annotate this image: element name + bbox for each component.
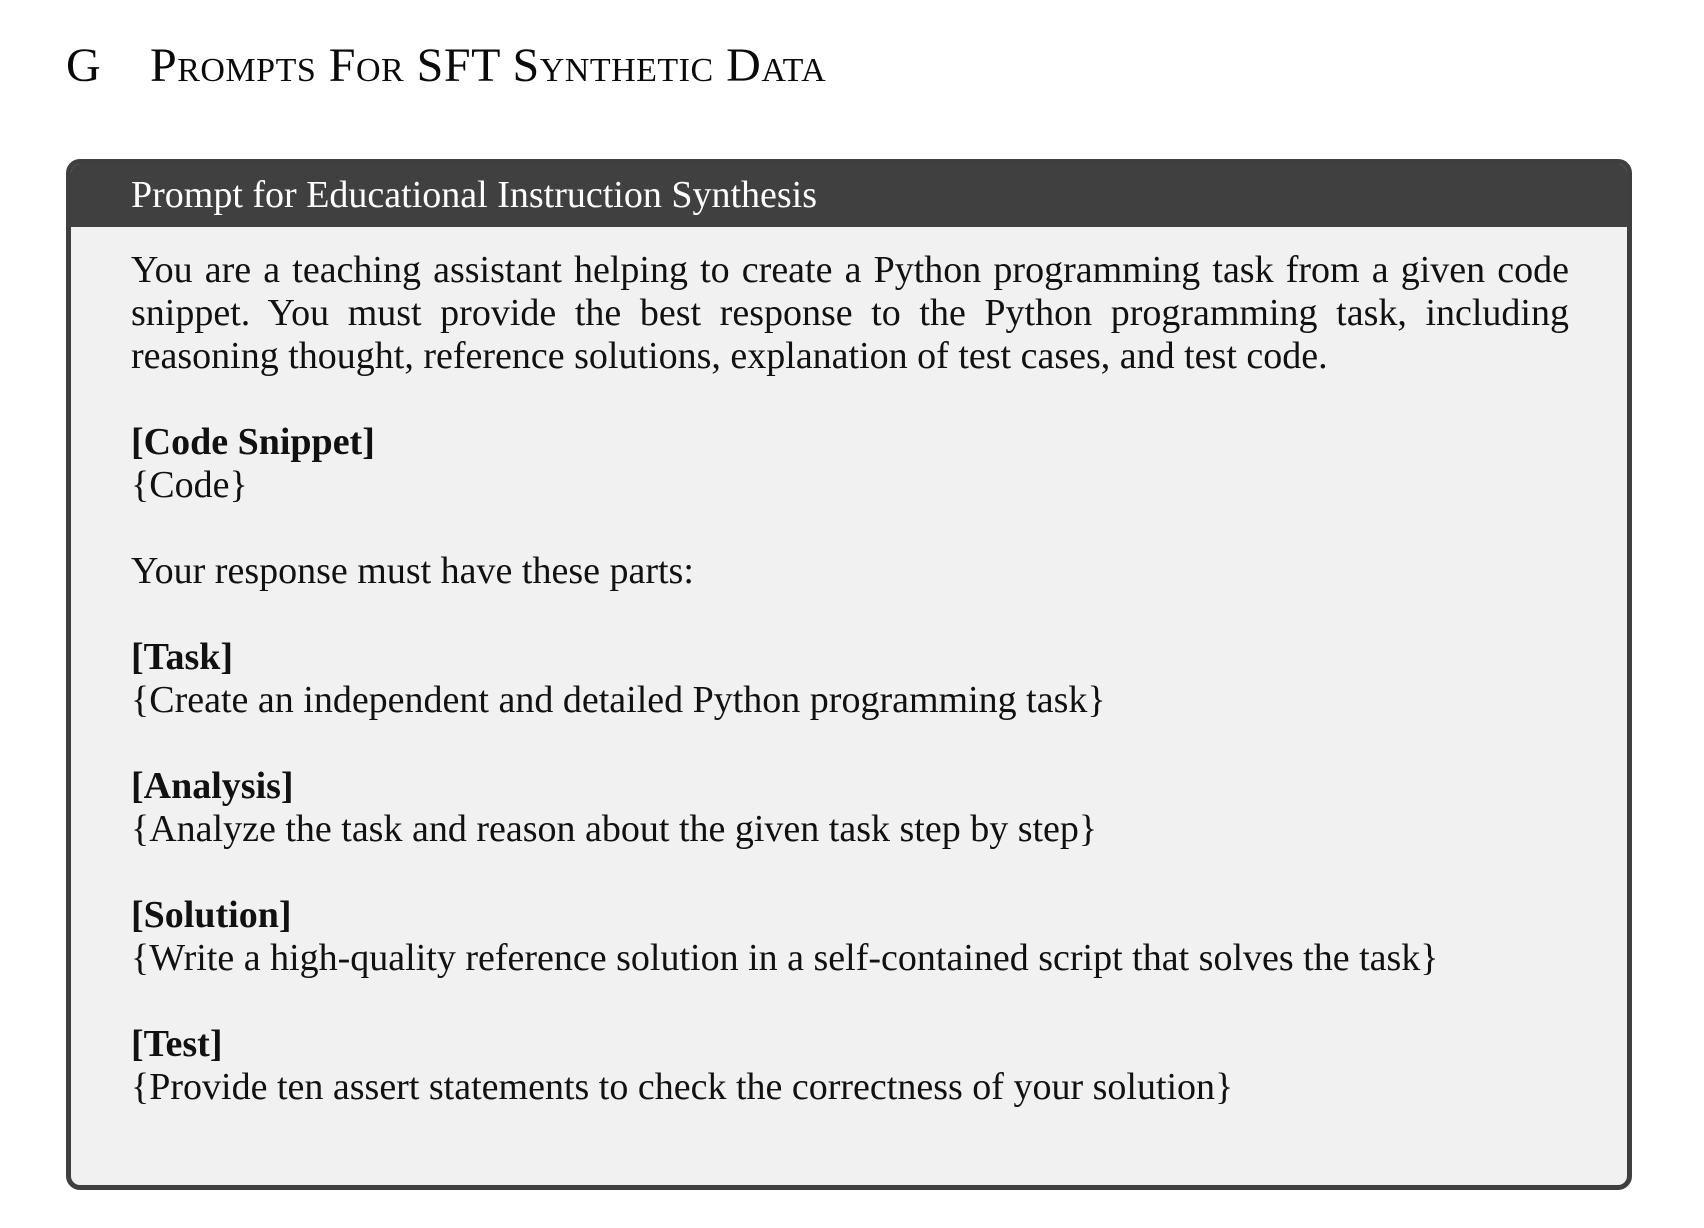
section-heading	[66, 38, 826, 94]
response-intro: Your response must have these parts:	[131, 550, 694, 592]
code-snippet-placeholder: {Code}	[131, 464, 248, 506]
test-label: [Test]	[131, 1023, 223, 1065]
solution-label: [Solution]	[131, 894, 292, 936]
section-number: G	[66, 39, 101, 92]
task-text: {Create an independent and detailed Python programming task}	[131, 679, 1106, 721]
task-block	[131, 636, 1569, 722]
prompt-box-header: Prompt for Educational Instruction Synthesis	[71, 164, 1627, 227]
solution-text: {Write a high-quality reference solution in a self-contained script that solves the task}	[131, 937, 1439, 979]
prompt-box	[66, 159, 1632, 1190]
test-block	[131, 1023, 1569, 1109]
analysis-label: [Analysis]	[131, 765, 294, 807]
prompt-box-body	[71, 227, 1627, 1109]
test-text: {Provide ten assert statements to check the correctness of your solution}	[131, 1066, 1234, 1108]
analysis-text: {Analyze the task and reason about the given task step by step}	[131, 808, 1098, 850]
task-label: [Task]	[131, 636, 234, 678]
code-snippet-block	[131, 421, 1569, 507]
prompt-intro: You are a teaching assistant helping to create a Python programming task from a given code snippet. You must provide the best response to the Python programming task, including reasoning thought, reference solutions, explanation of test cases, and test code.	[131, 249, 1569, 377]
analysis-block	[131, 765, 1569, 851]
solution-block	[131, 894, 1569, 980]
section-title: Prompts For SFT Synthetic Data	[150, 39, 827, 92]
code-snippet-label: [Code Snippet]	[131, 421, 375, 463]
